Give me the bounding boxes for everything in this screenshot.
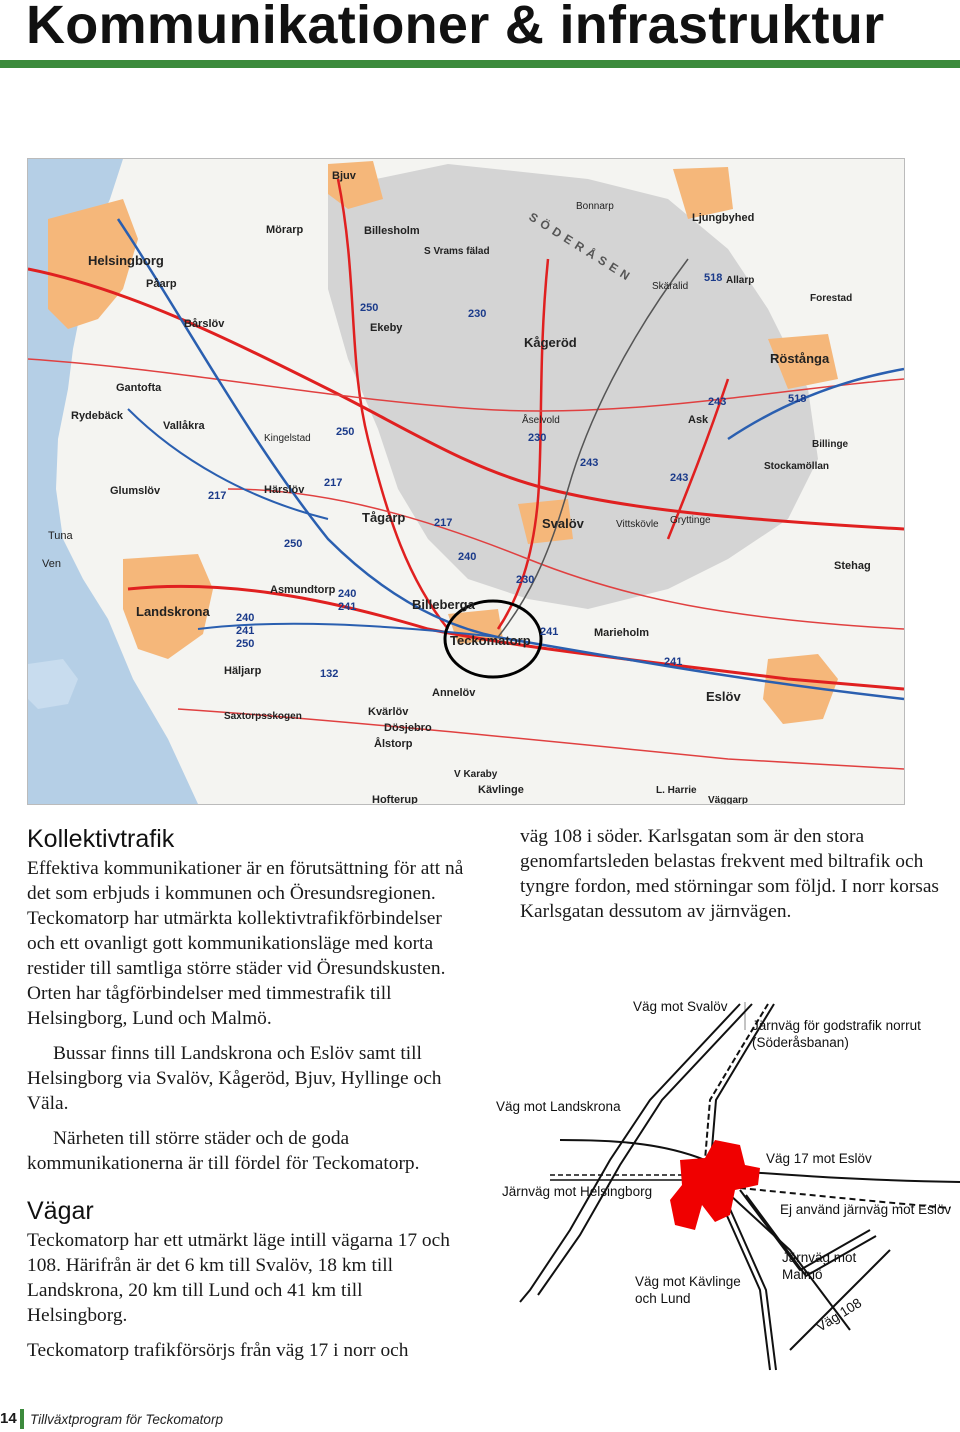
- town-hofterup: Hofterup: [372, 794, 418, 804]
- town-glumslov: Glumslöv: [110, 485, 161, 497]
- town-tuna: Tuna: [48, 530, 73, 542]
- town-gryttinge: Gryttinge: [670, 515, 711, 526]
- sketch-road-landskrona: [560, 1140, 705, 1160]
- road-number: 250: [360, 302, 379, 314]
- footer-publication: Tillväxtprogram för Teckomatorp: [30, 1412, 223, 1427]
- town-billinge: Billinge: [812, 439, 849, 450]
- town-allarp: Allarp: [726, 275, 755, 286]
- town-ljungbyhed: Ljungbyhed: [692, 212, 755, 224]
- label-vag-kavlinge-2: och Lund: [635, 1291, 691, 1306]
- region-soderasen: SÖDERÅSEN: [526, 209, 637, 286]
- town-aselvold: Åselvold: [522, 415, 560, 426]
- road-number: 217: [208, 490, 227, 502]
- road-number: 518: [788, 393, 807, 405]
- kollektivtrafik-paragraph-3: Närheten till större städer och de goda kommunikationerna är till fördel för Teckomatorp.: [27, 1128, 420, 1174]
- town-annelov: Annelöv: [432, 687, 476, 699]
- label-godstrafik-2: (Söderåsbanan): [752, 1035, 849, 1050]
- map-svg: [28, 159, 904, 804]
- label-vag108: Väg 108: [813, 1295, 865, 1335]
- road-number: 132: [320, 668, 339, 680]
- town-svrams: S Vrams fälad: [424, 246, 490, 257]
- town-landskrona: Landskrona: [136, 604, 210, 619]
- town-alstorp: Ålstorp: [374, 738, 413, 750]
- road-number: 518: [704, 272, 723, 284]
- town-dosjebro: Dösjebro: [384, 722, 432, 734]
- town-tagarp: Tågarp: [362, 510, 406, 525]
- town-rydeback: Rydebäck: [71, 410, 123, 422]
- town-marieholm: Marieholm: [594, 627, 650, 639]
- town-paarp: Påarp: [146, 278, 177, 290]
- town-lharrie: L. Harrie: [656, 785, 697, 796]
- town-stockamollan: Stockamöllan: [764, 461, 830, 472]
- road-number: 241: [236, 625, 255, 637]
- road-number: 241: [338, 601, 357, 613]
- road-number: 243: [580, 457, 599, 469]
- town-vittskovle: Vittskövle: [616, 519, 659, 530]
- town-ask: Ask: [688, 414, 709, 426]
- town-asmundtorp: Asmundtorp: [270, 584, 336, 596]
- road-number: 230: [468, 308, 487, 320]
- town-ekeby: Ekeby: [370, 322, 403, 334]
- label-vag-kavlinge-1: Väg mot Kävlinge: [635, 1274, 741, 1289]
- town-skaralid: Skäralid: [652, 281, 689, 292]
- page-title: Kommunikationer & infrastruktur: [26, 0, 885, 55]
- label-vag-svalov: Väg mot Svalöv: [633, 999, 728, 1014]
- town-morarp: Mörarp: [266, 224, 304, 236]
- label-jarnvag-malmo-1: Järnväg mot: [782, 1250, 857, 1265]
- town-haljarp: Häljarp: [224, 665, 262, 677]
- road-number: 230: [516, 574, 535, 586]
- town-billeberga: Billeberga: [412, 597, 475, 612]
- town-vallakra: Vallåkra: [163, 420, 205, 432]
- left-column: [27, 824, 467, 1363]
- road-number: 240: [236, 612, 255, 624]
- town-harslov: Härslöv: [264, 484, 305, 496]
- teckomatorp-sketch-map: [490, 990, 960, 1380]
- road-number: 217: [324, 477, 343, 489]
- label-godstrafik-1: Järnväg för godstrafik norrut: [752, 1018, 921, 1033]
- road-number: 250: [336, 426, 355, 438]
- kollektivtrafik-paragraph-1: Effektiva kommunikationer är en förutsättning för att nå det som erbjuds i kommunen och Öresundsregionen. Teckomatorp har utmärkta kollektivtrafikförbindelser och ett ovanligt gott kommunikationsläge med korta restider till samtliga större städer vid Öresundskusten. Orten har tågförbindelser med timmestrafik till Helsingborg, Lund och Malmö.: [27, 858, 464, 1029]
- town-forestad: Forestad: [810, 293, 853, 304]
- heading-vagar: Vägar: [27, 1197, 94, 1225]
- town-stehag: Stehag: [834, 560, 871, 572]
- title-rule: [0, 60, 960, 68]
- vagar-paragraph-3: väg 108 i söder. Karlsgatan som är den stora genomfartsleden belastas frekvent med biltrafik och tyngre fordon, med störningar som följd. I norr korsas Karlsgatan dessutom av järnvägen.: [520, 826, 939, 922]
- label-jarnvag-malmo-2: Malmö: [782, 1267, 823, 1282]
- footer-accent-bar: [20, 1409, 24, 1429]
- town-eslov: Eslöv: [706, 689, 741, 704]
- sketch-road-svalov: [520, 1004, 740, 1302]
- kollektivtrafik-paragraph-2: Bussar finns till Landskrona och Eslöv samt till Helsingborg via Svalöv, Kågeröd, Bjuv, Hyllinge och Väla.: [27, 1043, 442, 1114]
- town-svalov: Svalöv: [542, 516, 584, 531]
- town-rostanga: Röstånga: [770, 351, 830, 366]
- label-vag17: Väg 17 mot Eslöv: [766, 1151, 872, 1166]
- label-ej-anvand-jarnvag: Ej använd järnväg mot Eslöv: [780, 1202, 952, 1217]
- town-kvarlov: Kvärlöv: [368, 706, 409, 718]
- road-number: 241: [664, 656, 683, 668]
- road-number: 240: [458, 551, 477, 563]
- road-number: 243: [670, 472, 689, 484]
- heading-kollektivtrafik: Kollektivtrafik: [27, 825, 175, 853]
- vagar-paragraph-2: Teckomatorp trafikförsörjs från väg 17 i norr och: [27, 1340, 409, 1361]
- road-number: 243: [708, 396, 727, 408]
- town-billesholm: Billesholm: [364, 225, 420, 237]
- region-map: [27, 158, 905, 805]
- page-number: 14: [0, 1410, 17, 1427]
- town-gantofta: Gantofta: [116, 382, 162, 394]
- road-number: 230: [528, 432, 547, 444]
- town-bjuv: Bjuv: [332, 170, 356, 182]
- road-number: 250: [236, 638, 255, 650]
- label-vag-landskrona: Väg mot Landskrona: [496, 1099, 621, 1114]
- sketch-road-108-east: [790, 1250, 890, 1350]
- road-number: 241: [540, 626, 559, 638]
- vagar-paragraph-1: Teckomatorp har ett utmärkt läge intill vägarna 17 och 108. Härifrån är det 6 km till Svalöv, 18 km till Landskrona, 20 km till Lund och 41 km till Helsingborg.: [27, 1230, 450, 1326]
- page-footer: [0, 1406, 960, 1432]
- town-vaggarp: Väggarp: [708, 795, 749, 804]
- town-kingelstad: Kingelstad: [264, 433, 311, 444]
- road-number: 217: [434, 517, 453, 529]
- town-barslov: Bårslöv: [184, 318, 225, 330]
- town-helsingborg: Helsingborg: [88, 253, 164, 268]
- town-kageroed: Kågeröd: [524, 335, 577, 350]
- town-ven: Ven: [42, 558, 61, 570]
- town-vkaraby: V Karaby: [454, 769, 498, 780]
- town-saxtorp: Saxtorpsskogen: [224, 711, 302, 722]
- road-number: 250: [284, 538, 303, 550]
- label-jarnvag-helsingborg: Järnväg mot Helsingborg: [502, 1184, 653, 1199]
- town-bonnarp: Bonnarp: [576, 201, 614, 212]
- town-teckomatorp: Teckomatorp: [450, 633, 531, 648]
- town-kavlinge: Kävlinge: [478, 784, 524, 796]
- right-column: [520, 824, 940, 924]
- road-number: 240: [338, 588, 357, 600]
